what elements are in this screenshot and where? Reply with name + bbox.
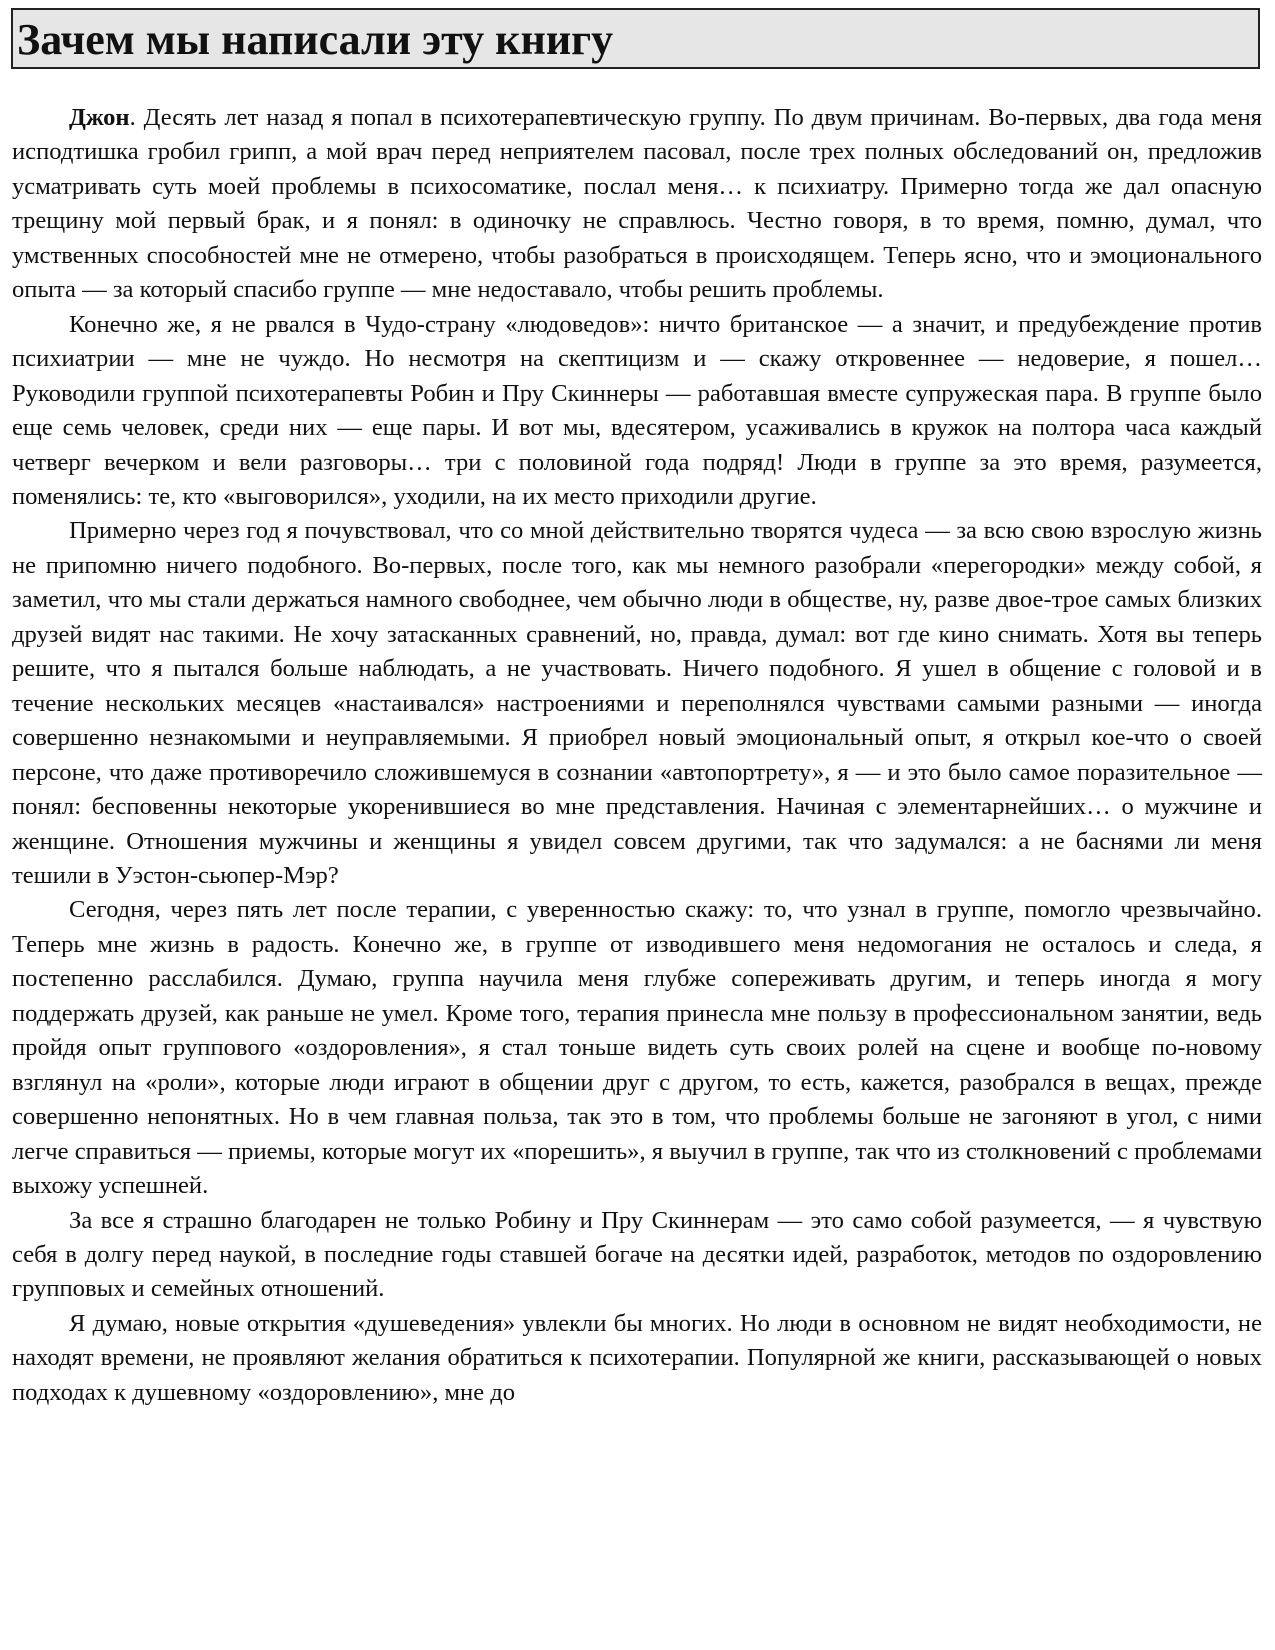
paragraph: Конечно же, я не рвался в Чудо-страну «людоведов»: ничто британское — а значит, и предубеждение против психиатрии — мне не чуждо. Но несмотря на скептицизм и — скажу откровеннее — недоверие, я пошел… Руководили группой психотерапевты Робин и Пру Скиннеры — работавшая вместе супружеская пара. В группе было еще семь человек, среди них — еще пары. И вот мы, вдесятером, усаживались в кружок на полтора часа каждый четверг вечерком и вели разговоры… три с половиной года подряд! Люди в группе за это время, разумеется, поменялись: те, кто «выговорился», уходили, на их место приходили другие.: [12, 310, 1262, 510]
paragraph: Сегодня, через пять лет после терапии, с уверенностью скажу: то, что узнал в группе, помогло чрезвычайно. Теперь мне жизнь в радость. Конечно же, в группе от изводившего меня недомогания не осталось и следа, я постепенно расслабился. Думаю, группа научила меня глубже сопереживать другим, и теперь иногда я могу поддержать друзей, как раньше не умел. Кроме того, терапия принесла мне пользу в профессиональном занятии, ведь пройдя опыт группового «оздоровления», я стал тоньше видеть суть своих ролей на сцене и вообще по-новому взглянул на «роли», которые люди играют в общении друг с другом, то есть, кажется, разобрался в вещах, прежде совершенно непонятных. Но в чем главная польза, так это в том, что проблемы больше не загоняют в угол, с ними легче справиться — приемы, которые могут их «порешить», я выучил в группе, так что из столкновений с проблемами выхожу успешней.: [12, 896, 1262, 1200]
speaker-name: Джон: [69, 104, 130, 131]
paragraph: Я думаю, новые открытия «душеведения» увлекли бы многих. Но люди в основном не видят необходимости, не находят времени, не проявляют желания обратиться к психотерапии. Популярной же книги, рассказывающей о новых подходах к душевному «оздоровлению», мне до: [12, 1309, 1262, 1406]
chapter-body: [12, 101, 1262, 1410]
chapter-title: Зачем мы написали эту книгу: [17, 15, 614, 64]
paragraph-text: . Десять лет назад я попал в психотерапевтическую группу. По двум причинам. Во-первых, два года меня исподтишка гробил грипп, а мой врач перед неприятелем пасовал, после трех полных обследований он, предложив усматривать суть моей проблемы в психосоматике, послал меня… к психиатру. Примерно тогда же дал опасную трещину мой первый брак, и я понял: в одиночку не справлюсь. Честно говоря, в то время, помню, думал, что умственных способностей мне не отмерено, чтобы разобраться в происходящем. Теперь ясно, что и эмоционального опыта — за который спасибо группе — мне недоставало, чтобы решить проблемы.: [12, 104, 1262, 304]
paragraph: За все я страшно благодарен не только Робину и Пру Скиннерам — это само собой разумеется, — я чувствую себя в долгу перед наукой, в последние годы ставшей богаче на десятки идей, разработок, методов по оздоровлению групповых и семейных отношений.: [12, 1206, 1262, 1303]
paragraph: Примерно через год я почувствовал, что со мной действительно творятся чудеса — за всю свою взрослую жизнь не припомню ничего подобного. Во-первых, после того, как мы немного разобрали «перегородки» между собой, я заметил, что мы стали держаться намного свободнее, чем обычно люди в обществе, ну, разве двое-трое самых близких друзей видят нас такими. Не хочу затасканных сравнений, но, правда, думал: вот где кино снимать. Хотя вы теперь решите, что я пытался больше наблюдать, а не участвовать. Ничего подобного. Я ушел в общение с головой и в течение нескольких месяцев «настаивался» настроениями и переполнялся чувствами самыми разными — иногда совершенно незнакомыми и неуправляемыми. Я приобрел новый эмоциональный опыт, я открыл кое-что о своей персоне, что даже противоречило сложившемуся в сознании «автопортрету», я — и это было самое поразительное — понял: бесповенны некоторые укоренившиеся во мне представления. Начиная с элементарнейших… о мужчине и женщине. Отношения мужчины и женщины я увидел совсем другими, так что задумался: а не баснями ли меня тешили в Уэстон-сьюпер-Мэр?: [12, 517, 1262, 889]
chapter-title-box: [11, 8, 1260, 69]
paragraph: [12, 101, 1262, 308]
